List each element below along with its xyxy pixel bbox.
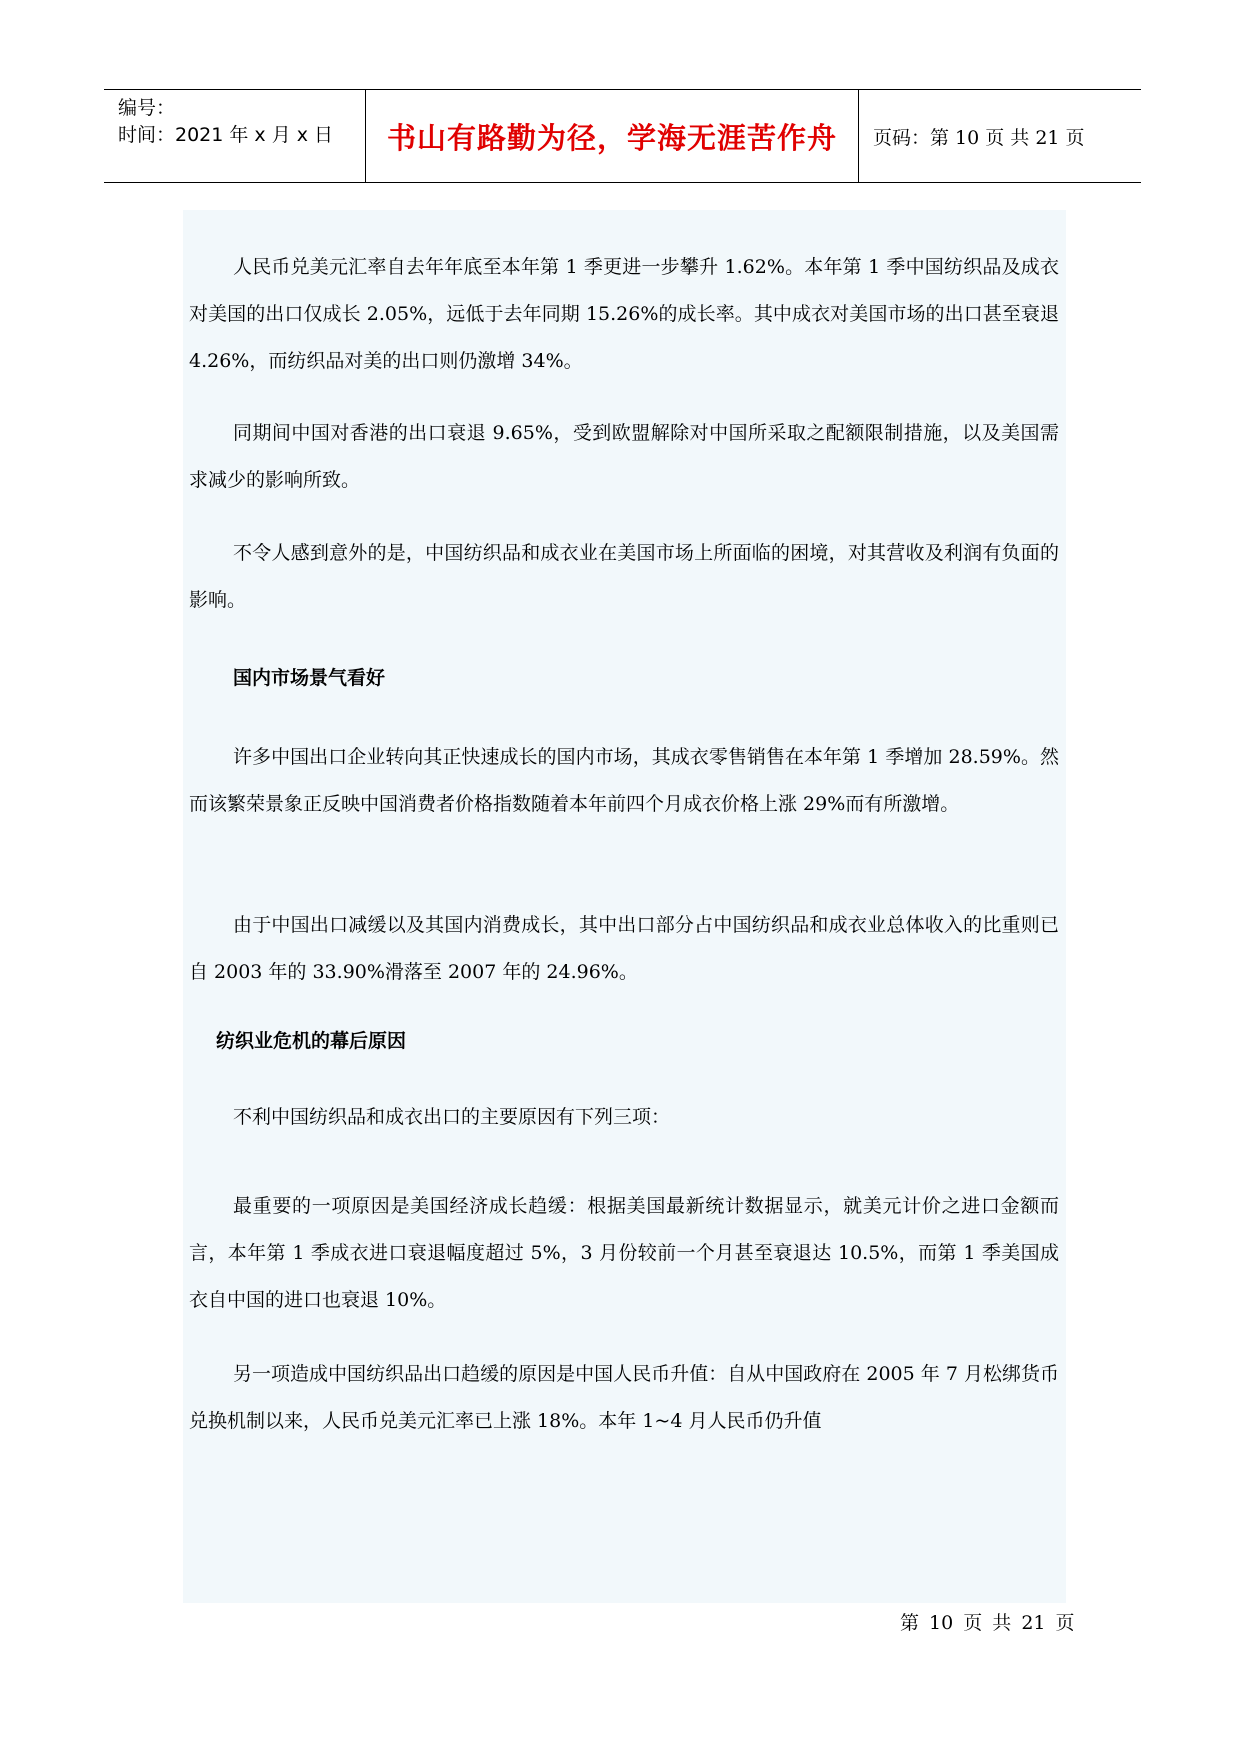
- paragraph-rmb-appreciation: 另一项造成中国纺织品出口趋缓的原因是中国人民币升值：自从中国政府在 2005 年 7 月松绑货币兑换机制以来，人民币兑美元汇率已上涨 18%。本年 1~4 月人民币仍升值: [189, 1363, 1059, 1432]
- header-page-label: 页码：第 10 页 共 21 页: [873, 126, 1085, 149]
- header-left-cell: [104, 90, 366, 182]
- page-footer: 第 10 页 共 21 页: [900, 1612, 1075, 1634]
- document-time-label: 时间：2021 年 x 月 x 日: [118, 124, 334, 146]
- document-body: [183, 210, 1066, 1603]
- paragraph-domestic-retail: 许多中国出口企业转向其正快速成长的国内市场，其成衣零售销售在本年第 1 季增加 28.59%。然而该繁荣景象正反映中国消费者价格指数随着本年前四个月成衣价格上涨 29%而有所激增。: [189, 746, 1059, 815]
- page-header: [104, 89, 1141, 183]
- paragraph-hongkong-exports: 同期间中国对香港的出口衰退 9.65%，受到欧盟解除对中国所采取之配额限制措施，以及美国需求减少的影响所致。: [189, 422, 1059, 491]
- paragraph-export-share: 由于中国出口减缓以及其国内消费成长，其中出口部分占中国纺织品和成衣业总体收入的比重则已自 2003 年的 33.90%滑落至 2007 年的 24.96%。: [189, 914, 1059, 983]
- section-heading-domestic-market: 国内市场景气看好: [233, 667, 386, 689]
- paragraph-us-economy: 最重要的一项原因是美国经济成长趋缓：根据美国最新统计数据显示，就美元计价之进口金额而言，本年第 1 季成衣进口衰退幅度超过 5%，3 月份较前一个月甚至衰退达 10.5%，而第 1 季美国成衣自中国的进口也衰退 10%。: [189, 1195, 1059, 1311]
- header-motto: 书山有路勤为径，学海无涯苦作舟: [386, 120, 837, 155]
- header-page-cell: [859, 90, 1141, 182]
- document-number-label: 编号：: [118, 97, 176, 119]
- paragraph-three-reasons: 不利中国纺织品和成衣出口的主要原因有下列三项：: [233, 1106, 671, 1128]
- section-heading-crisis-causes: 纺织业危机的幕后原因: [216, 1030, 407, 1052]
- paragraph-us-market-difficulty: 不令人感到意外的是，中国纺织品和成衣业在美国市场上所面临的困境，对其营收及利润有负面的影响。: [189, 542, 1059, 611]
- paragraph-exchange-rate: 人民币兑美元汇率自去年年底至本年第 1 季更进一步攀升 1.62%。本年第 1 季中国纺织品及成衣对美国的出口仅成长 2.05%，远低于去年同期 15.26%的成长率。其中成衣对美国市场的出口甚至衰退 4.26%，而纺织品对美的出口则仍激增 34%。: [189, 256, 1059, 372]
- header-motto-cell: [366, 90, 859, 182]
